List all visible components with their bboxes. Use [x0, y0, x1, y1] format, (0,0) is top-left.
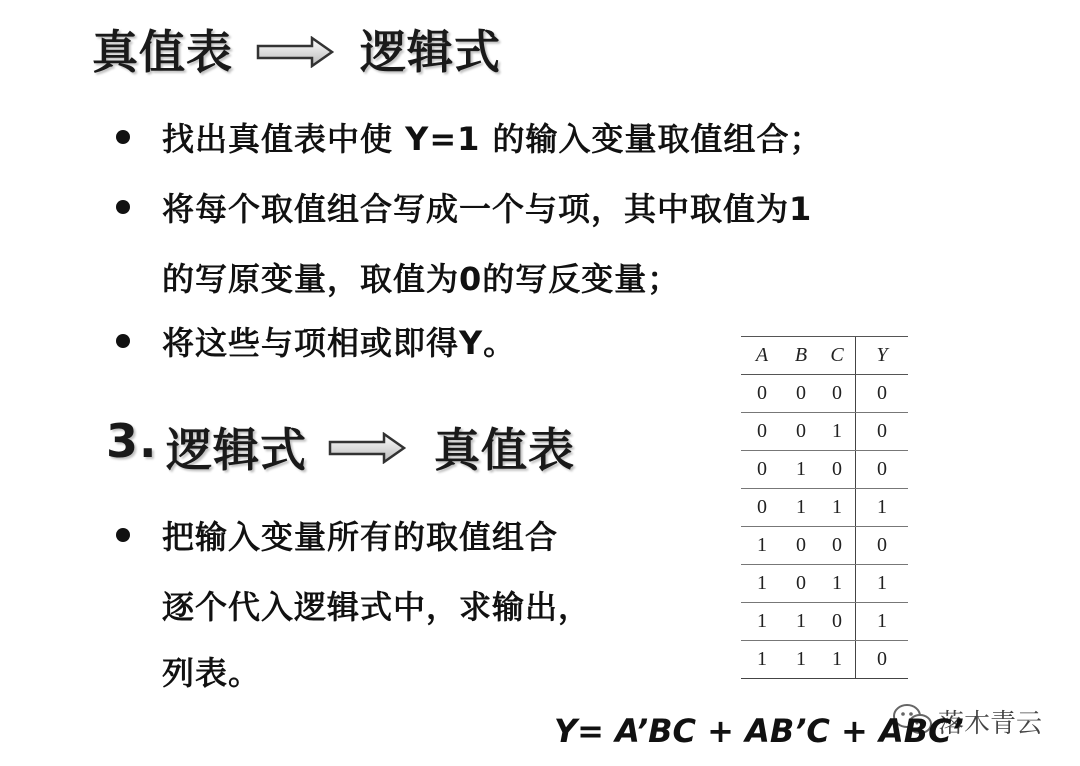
table-cell: 1 [856, 565, 909, 603]
table-cell: 0 [856, 527, 909, 565]
section-number: 3. [106, 414, 158, 468]
heading-logic-expression-2: 逻辑式 [166, 423, 307, 477]
right-arrow-icon [328, 432, 406, 464]
table-cell: 0 [819, 451, 856, 489]
table-cell: 0 [783, 413, 819, 451]
heading-truth-table-2: 真值表 [434, 423, 575, 477]
table-cell: 0 [783, 527, 819, 565]
table-cell: 0 [819, 527, 856, 565]
table-cell: 0 [783, 565, 819, 603]
bullet-text: 将每个取值组合写成一个与项，其中取值为1 [162, 190, 813, 228]
bullet-dot [116, 334, 130, 348]
table-row [741, 603, 908, 641]
table-cell: 1 [819, 413, 856, 451]
table-cell: 1 [819, 641, 856, 679]
table-cell: 1 [819, 565, 856, 603]
heading-truth-table: 真值表 [92, 25, 233, 79]
table-cell: 0 [741, 375, 783, 413]
table-cell: 0 [819, 603, 856, 641]
table-row [741, 489, 908, 527]
watermark-text: 落木青云 [938, 709, 1043, 739]
table-cell: 1 [741, 527, 783, 565]
bullet-text-continued: 逐个代入逻辑式中，求输出， [162, 588, 592, 626]
table-row [741, 527, 908, 565]
table-cell: 0 [741, 413, 783, 451]
table-cell: 1 [783, 489, 819, 527]
table-header: Y [856, 337, 909, 375]
bullet-text: 把输入变量所有的取值组合 [162, 518, 559, 556]
bullet-text-continued: 的写原变量，取值为0的写反变量； [162, 260, 681, 298]
bullet-dot [116, 130, 130, 144]
table-header: A [741, 337, 783, 375]
table-header: C [819, 337, 856, 375]
table-row [741, 413, 908, 451]
truth-table [741, 336, 908, 679]
table-cell: 0 [741, 489, 783, 527]
table-cell: 0 [856, 413, 909, 451]
table-cell: 1 [856, 489, 909, 527]
table-cell: 1 [783, 641, 819, 679]
heading-logic-expression: 逻辑式 [360, 25, 501, 79]
table-cell: 0 [819, 375, 856, 413]
table-cell: 1 [783, 603, 819, 641]
table-header: B [783, 337, 819, 375]
table-cell: 0 [783, 375, 819, 413]
table-row [741, 375, 908, 413]
table-cell: 1 [741, 641, 783, 679]
table-cell: 0 [741, 451, 783, 489]
formula: Y= A’BC + AB’C + ABC’ [554, 712, 964, 750]
table-cell: 1 [783, 451, 819, 489]
table-cell: 0 [856, 641, 909, 679]
table-row [741, 641, 908, 679]
bullet-text: 将这些与项相或即得Y。 [162, 324, 517, 362]
bullet-text-continued: 列表。 [162, 654, 262, 692]
table-cell: 1 [741, 603, 783, 641]
table-cell: 1 [741, 565, 783, 603]
table-cell: 0 [856, 375, 909, 413]
right-arrow-icon [256, 36, 334, 68]
table-cell: 0 [856, 451, 909, 489]
bullet-dot [116, 528, 130, 542]
table-row [741, 451, 908, 489]
table-row [741, 565, 908, 603]
bullet-dot [116, 200, 130, 214]
table-cell: 1 [856, 603, 909, 641]
table-cell: 1 [819, 489, 856, 527]
bullet-text: 找出真值表中使 Y=1 的输入变量取值组合； [162, 120, 823, 158]
